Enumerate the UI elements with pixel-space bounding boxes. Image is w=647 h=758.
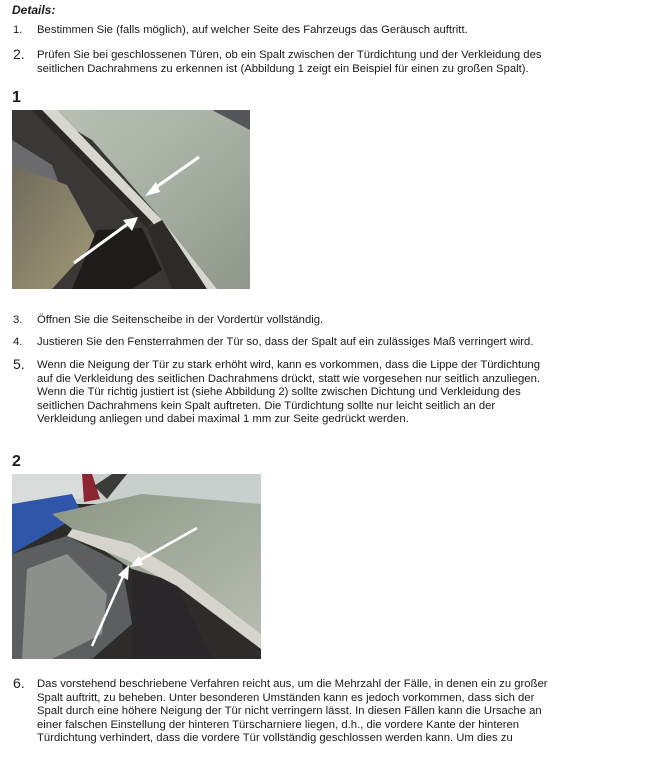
figure-label: 2 [12,453,21,470]
figure-1-photo [12,110,250,289]
item-number: 4. [13,336,23,348]
item-text-line: Spalt auftritt, zu beheben. Unter besonderen Umständen kann es jedoch vorkommen, dass sich der [37,691,535,704]
item-text-line: seitlichen Dachrahmens zu erkennen ist (Abbildung 1 zeigt ein Beispiel für einen zu großen Spalt). [37,62,529,75]
list-item [13,336,633,350]
list-item [13,24,633,38]
item-text-line: seitlichen Dachrahmens kein Spalt auftreten. Die Türdichtung sollte nur leicht seitlich an der [37,399,496,412]
list-item [13,356,633,427]
item-text: Justieren Sie den Fensterrahmen der Tür so, dass der Spalt auf ein zulässiges Maß verringert wird. [37,336,534,348]
item-number: 5. [13,356,25,372]
item-text-line: Spalt durch eine höhere Neigung der Tür nicht verringern lässt. In diesen Fällen kann die Ursache an [37,705,542,718]
figure-label: 1 [12,89,21,106]
list-item [13,675,633,746]
details-heading: Details: [12,3,56,17]
item-text-line: auf die Verkleidung des seitlichen Dachrahmens drückt, statt wie vorgesehen nur seitlich anzuliegen. [37,372,540,385]
item-number: 2. [13,46,25,62]
item-text-line: Türdichtung verhindert, dass die vordere Tür vollständig geschlossen werden kann. Um dies zu [37,732,513,745]
item-number: 1. [13,24,23,36]
item-text-line: Wenn die Tür richtig justiert ist (siehe Abbildung 2) sollte zwischen Dichtung und Verkleidung des [37,386,521,399]
list-item [13,46,633,76]
item-text: Öffnen Sie die Seitenscheibe in der Vordertür vollständig. [37,314,324,326]
figure-2-photo [12,474,261,659]
list-item [13,314,633,328]
item-text: Bestimmen Sie (falls möglich), auf welcher Seite des Fahrzeugs das Geräusch auftritt. [37,24,468,36]
item-number: 6. [13,675,25,691]
item-text-line: Wenn die Neigung der Tür zu stark erhöht wird, kann es vorkommen, dass die Lippe der Türdichtung [37,359,540,371]
item-text-line: Prüfen Sie bei geschlossenen Türen, ob ein Spalt zwischen der Türdichtung und der Verkleidung des [37,49,542,61]
item-number: 3. [13,314,23,326]
item-text-line: Das vorstehend beschriebene Verfahren reicht aus, um die Mehrzahl der Fälle, in denen ein zu großer [37,678,548,690]
item-text-line: einer falschen Einstellung der hinteren Türscharniere liegen, d.h., die vordere Kante der hinteren [37,718,520,731]
item-text-line: Verkleidung anliegen und dabei maximal 1 mm zur Seite gedrückt werden. [37,413,409,426]
